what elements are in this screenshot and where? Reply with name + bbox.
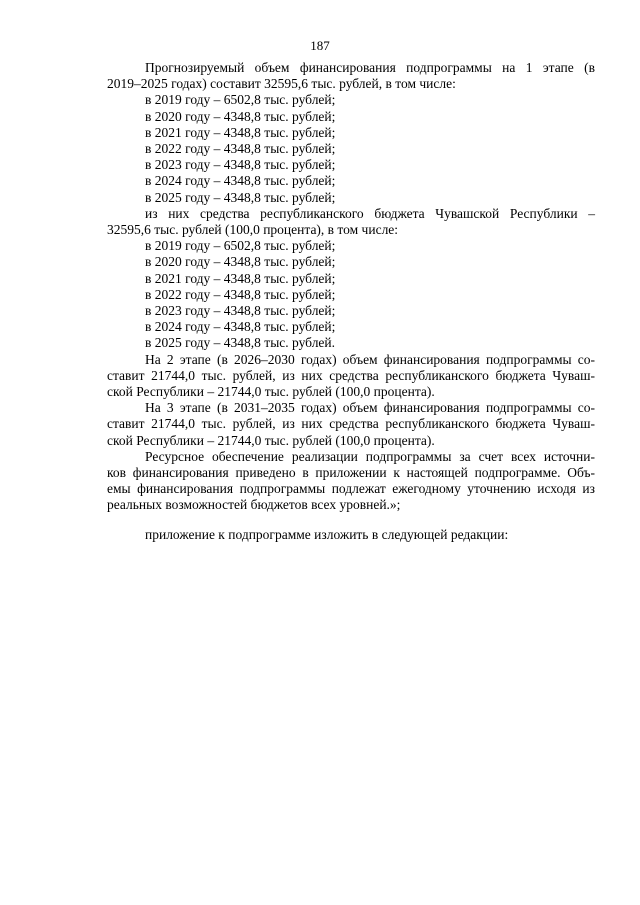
page-number: 187 [310, 38, 330, 53]
closing-instruction: приложение к подпрограмме изложить в следующей редакции: [145, 527, 509, 542]
stage-3-line: ской Республики – 21744,0 тыс. рублей (100,0 процента). [107, 432, 435, 448]
list-item: в 2022 году – 4348,8 тыс. рублей; [145, 141, 336, 157]
list-item: в 2025 году – 4348,8 тыс. рублей; [145, 189, 336, 205]
stage-2-paragraph [107, 352, 595, 401]
document-body [107, 60, 595, 514]
stage-3-line: На 3 этапе (в 2031–2035 годах) объем финансирования подпрограммы со- [145, 400, 595, 416]
resource-line: емы финансирования подпрограммы подлежат ежегодному уточнению исходя из [107, 481, 595, 497]
stage-3-line: ставит 21744,0 тыс. рублей, из них средства республиканского бюджета Чуваш- [107, 416, 595, 432]
list-item: в 2021 году – 4348,8 тыс. рублей; [145, 270, 336, 286]
list-item: в 2023 году – 4348,8 тыс. рублей; [145, 303, 336, 319]
list-item: в 2022 году – 4348,8 тыс. рублей; [145, 286, 336, 302]
list-item: в 2020 году – 4348,8 тыс. рублей; [145, 254, 336, 270]
list-item: в 2019 году – 6502,8 тыс. рублей; [145, 238, 336, 254]
resource-line: реальных возможностей бюджетов всех уровней.»; [107, 497, 401, 513]
list-item: в 2020 году – 4348,8 тыс. рублей; [145, 108, 336, 124]
list-item: в 2021 году – 4348,8 тыс. рублей; [145, 124, 336, 140]
list-item: в 2024 году – 4348,8 тыс. рублей; [145, 173, 336, 189]
list-item: в 2023 году – 4348,8 тыс. рублей; [145, 157, 336, 173]
stage-2-line: ской Республики – 21744,0 тыс. рублей (100,0 процента). [107, 384, 435, 400]
intro-line-2: 2019–2025 годах) составит 32595,6 тыс. рублей, в том числе: [107, 76, 456, 92]
resource-paragraph [107, 449, 595, 514]
list-item: в 2019 году – 6502,8 тыс. рублей; [145, 92, 336, 108]
republic-by-year-list [107, 238, 595, 351]
republic-line-2: 32595,6 тыс. рублей (100,0 процента), в том числе: [107, 222, 399, 238]
list-item: в 2025 году – 4348,8 тыс. рублей. [145, 335, 336, 351]
list-item: в 2024 году – 4348,8 тыс. рублей; [145, 319, 336, 335]
total-by-year-list [107, 92, 595, 205]
intro-line-1: Прогнозируемый объем финансирования подпрограммы на 1 этапе (в [145, 60, 595, 75]
stage-2-line: На 2 этапе (в 2026–2030 годах) объем финансирования подпрограммы со- [145, 351, 595, 367]
stage-3-paragraph [107, 400, 595, 449]
stage-2-line: ставит 21744,0 тыс. рублей, из них средства республиканского бюджета Чуваш- [107, 367, 595, 383]
resource-line: Ресурсное обеспечение реализации подпрограммы за счет всех источни- [145, 448, 595, 464]
resource-line: ков финансирования приведено в приложении к настоящей подпрограмме. Объ- [107, 465, 595, 481]
republic-line-1: из них средства республиканского бюджета Чувашской Республики – [145, 205, 595, 221]
